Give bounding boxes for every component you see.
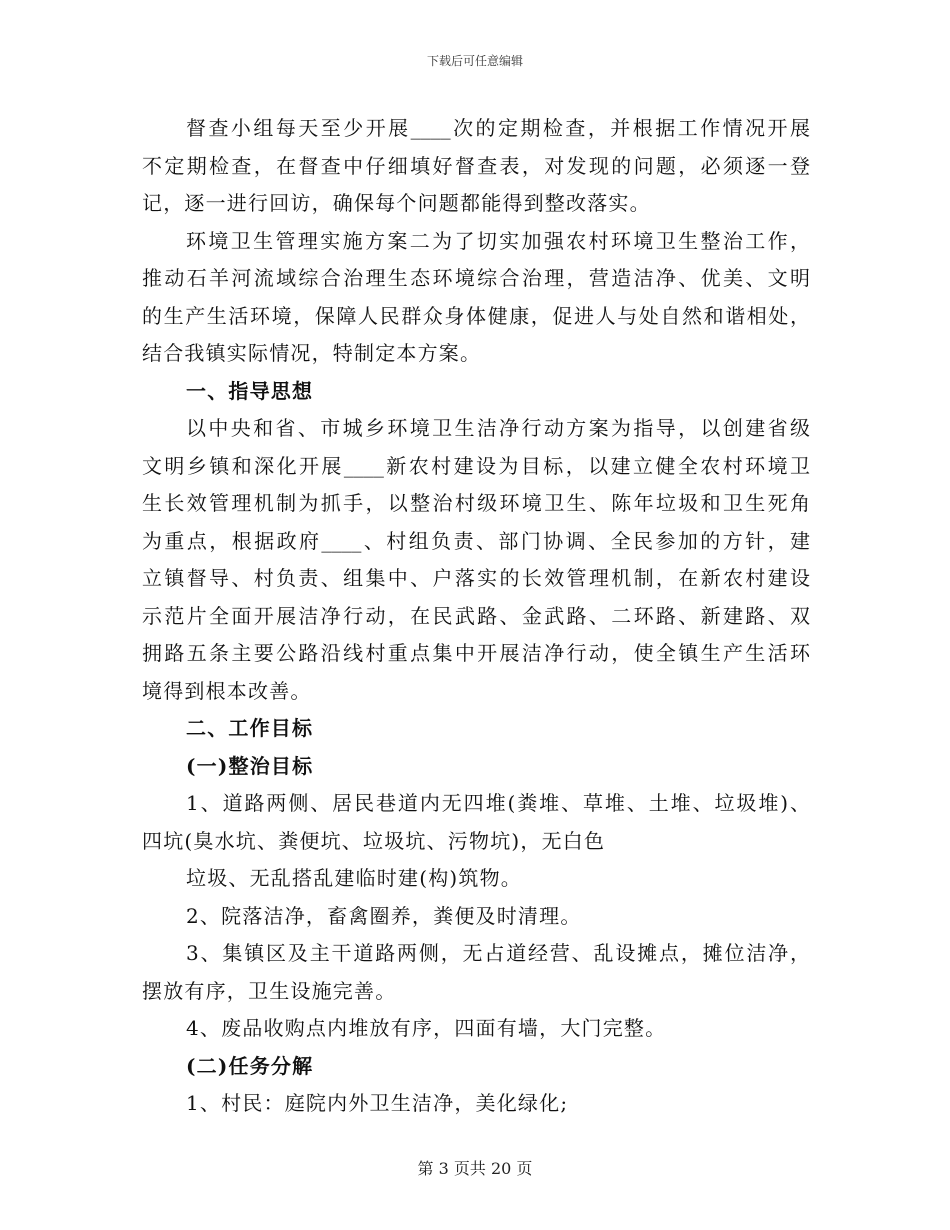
paragraph-line: 督查小组每天至少开展____次的定期检查，并根据工作情况开展 (186, 116, 810, 140)
paragraph-line: 境得到根本改善。 (142, 678, 312, 703)
paragraph-line: 的生产生活环境，保障人民群众身体健康，促进人与处自然和谐相处， (142, 303, 810, 328)
document-body (142, 110, 810, 1123)
paragraph-line: 结合我镇实际情况，特制定本方案。 (142, 341, 482, 365)
page-header-note: 下载后可任意编辑 (426, 54, 523, 68)
subsection-heading: (二)任务分解 (186, 1053, 314, 1078)
paragraph-line: 推动石羊河流域综合治理生态环境综合治理，营造洁净、优美、文明 (142, 266, 810, 290)
paragraph-line: 文明乡镇和深化开展____新农村建设为目标，以建立健全农村环境卫 (142, 453, 810, 478)
section-heading: 二、工作目标 (186, 716, 314, 740)
page-number: 第 3 页共 20 页 (417, 1159, 533, 1178)
paragraph-line: 为重点，根据政府____、村组负责、部门协调、全民参加的方针，建 (142, 528, 810, 553)
paragraph-line: 四坑(臭水坑、粪便坑、垃圾坑、污物坑)，无白色 (142, 828, 606, 853)
paragraph-line: 示范片全面开展洁净行动，在民武路、金武路、二环路、新建路、双 (142, 603, 810, 628)
paragraph-line: 生长效管理机制为抓手，以整治村级环境卫生、陈年垃圾和卫生死角 (142, 491, 810, 515)
paragraph-line: 垃圾、无乱搭乱建临时建(构)筑物。 (186, 866, 523, 890)
paragraph-line: 以中央和省、市城乡环境卫生洁净行动方案为指导，以创建省级 (186, 416, 810, 440)
paragraph-line: 拥路五条主要公路沿线村重点集中开展洁净行动，使全镇生产生活环 (142, 641, 810, 665)
paragraph-line: 2、院落洁净，畜禽圈养，粪便及时清理。 (186, 903, 582, 928)
paragraph-line: 3、集镇区及主干道路两侧，无占道经营、乱设摊点，摊位洁净， (186, 941, 810, 965)
paragraph-line: 4、废品收购点内堆放有序，四面有墙，大门完整。 (186, 1016, 667, 1040)
paragraph-line: 记，逐一进行回访，确保每个问题都能得到整改落实。 (142, 191, 651, 215)
paragraph-line: 不定期检查，在督查中仔细填好督查表，对发现的问题，必须逐一登 (142, 153, 810, 178)
paragraph-line: 1、道路两侧、居民巷道内无四堆(粪堆、草堆、土堆、垃圾堆)、 (186, 791, 810, 815)
paragraph-line: 立镇督导、村负责、组集中、户落实的长效管理机制，在新农村建设 (142, 566, 810, 590)
subsection-heading: (一)整治目标 (186, 753, 314, 778)
paragraph-line: 摆放有序，卫生设施完善。 (142, 978, 397, 1003)
paragraph-line: 环境卫生管理实施方案二为了切实加强农村环境卫生整治工作， (186, 228, 810, 253)
section-heading: 一、指导思想 (186, 378, 314, 403)
paragraph-line: 1、村民：庭院内外卫生洁净，美化绿化; (186, 1091, 569, 1115)
